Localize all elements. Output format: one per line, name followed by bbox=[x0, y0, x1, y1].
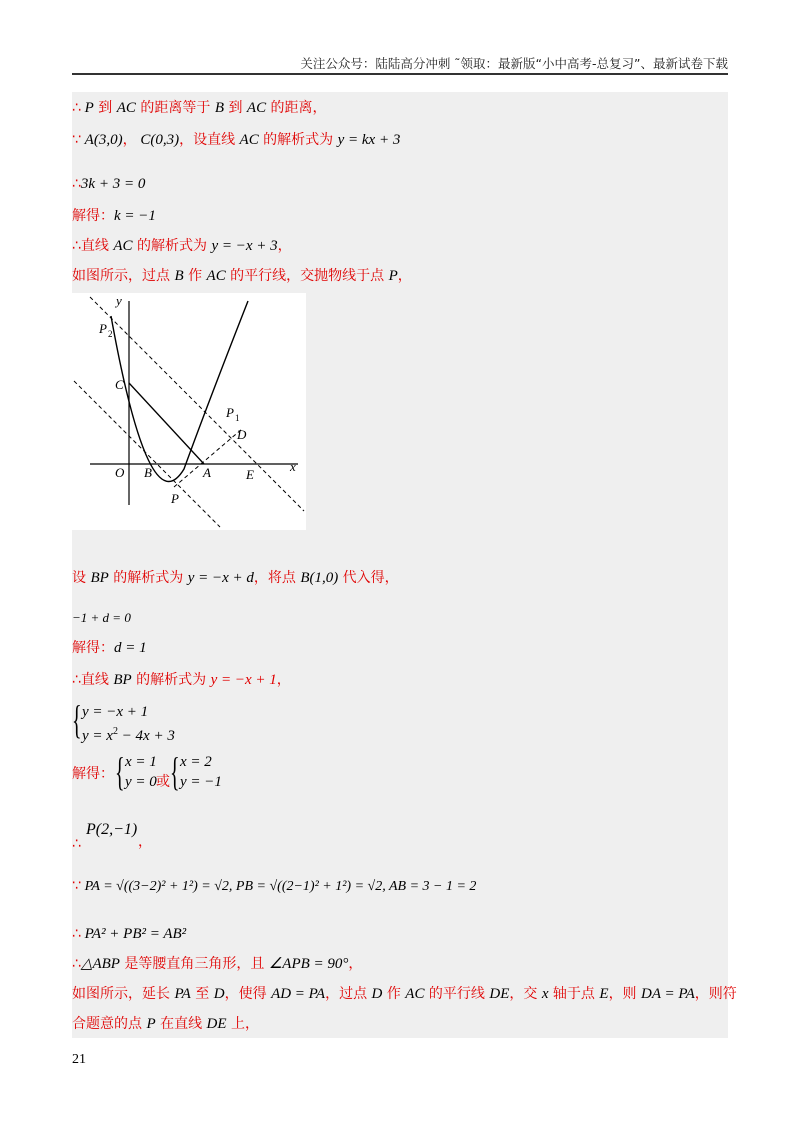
text: 代入得， bbox=[338, 570, 399, 586]
text: ∴直线 bbox=[72, 238, 114, 254]
text: 如图所示，过点 bbox=[72, 268, 175, 284]
math-var: PA bbox=[174, 986, 191, 1002]
text: ∴直线 bbox=[72, 672, 114, 688]
math-expr: y = −x + 3 bbox=[211, 238, 278, 254]
parabola-diagram bbox=[72, 293, 306, 530]
text: 解得： bbox=[72, 640, 114, 656]
text: 的解析式为 bbox=[108, 570, 188, 586]
line-10 bbox=[72, 670, 291, 690]
label-d: D bbox=[237, 427, 247, 442]
label-b: B bbox=[144, 465, 152, 480]
text: ， bbox=[277, 238, 292, 254]
line-ac bbox=[129, 383, 204, 464]
brace-icon: { bbox=[72, 697, 82, 742]
math-var: AC bbox=[246, 100, 267, 116]
text: ，则符 bbox=[694, 986, 737, 1002]
label-p1-sub: 1 bbox=[235, 413, 240, 423]
text: ，过点 bbox=[325, 986, 372, 1002]
solution-content bbox=[72, 92, 737, 1038]
line-3 bbox=[72, 174, 145, 194]
parabola-figure bbox=[72, 293, 306, 530]
page-header: 关注公众号：陆陆高分冲刺 ˜领取：最新版“小中高考-总复习”、最新试卷下载 bbox=[300, 56, 728, 71]
text: 在直线 bbox=[155, 1016, 207, 1032]
math-var: P bbox=[146, 1016, 156, 1032]
equation-2 bbox=[82, 722, 175, 746]
math-expr: y = −x + 1 bbox=[210, 672, 277, 688]
text: 的平行线 bbox=[424, 986, 490, 1002]
math-var: D bbox=[371, 986, 383, 1002]
label-x: x bbox=[290, 459, 296, 474]
equation-part: y = x bbox=[82, 728, 113, 744]
line-1 bbox=[72, 98, 327, 118]
line-17 bbox=[72, 984, 737, 1004]
text: 设 bbox=[72, 570, 91, 586]
because-symbol: ∵ bbox=[72, 132, 81, 148]
text: 的平行线，交抛物线于点 bbox=[225, 268, 389, 284]
line-2 bbox=[72, 130, 400, 150]
line-8 bbox=[72, 608, 131, 628]
text: ， bbox=[276, 672, 291, 688]
label-p2-sub: 2 bbox=[108, 329, 113, 339]
label-o: O bbox=[115, 465, 125, 480]
label-e: E bbox=[246, 467, 254, 482]
math-expr: DA = PA bbox=[641, 986, 695, 1002]
text: 作 bbox=[183, 268, 207, 284]
math-expr: −1 + d = 0 bbox=[72, 610, 131, 625]
math-var: D bbox=[213, 986, 225, 1002]
text: 的解析式为 bbox=[131, 672, 211, 688]
text: ， bbox=[122, 132, 137, 148]
text: 如图所示，延长 bbox=[72, 986, 175, 1002]
label-p: P bbox=[171, 491, 179, 506]
math-var: △ABP bbox=[80, 956, 120, 972]
math-var: DE bbox=[206, 1016, 227, 1032]
line-5 bbox=[72, 236, 292, 256]
line-12 bbox=[72, 749, 272, 794]
text: 是等腰直角三角形，且 bbox=[119, 956, 269, 972]
math-expr: y = kx + 3 bbox=[337, 132, 401, 148]
solution-y1: y = 0 bbox=[125, 774, 157, 790]
line-7 bbox=[72, 568, 399, 588]
text: ，交 bbox=[509, 986, 542, 1002]
brace-icon: { bbox=[170, 749, 180, 794]
math-point: C(0,3) bbox=[140, 132, 180, 148]
math-expr: PA² + PB² = AB² bbox=[84, 926, 187, 942]
solution-y2: y = −1 bbox=[180, 774, 222, 790]
math-var: BP bbox=[90, 570, 109, 586]
line-14 bbox=[72, 876, 476, 897]
math-expr: ∠APB = 90° bbox=[268, 956, 349, 972]
line-15 bbox=[72, 924, 186, 944]
math-var: DE bbox=[489, 986, 510, 1002]
equation-part: − 4x + 3 bbox=[117, 728, 175, 744]
text: ，将点 bbox=[253, 570, 301, 586]
label-a: A bbox=[203, 465, 211, 480]
math-var: AC bbox=[239, 132, 259, 148]
math-point: B(1,0) bbox=[300, 570, 339, 586]
text: 至 bbox=[190, 986, 214, 1002]
therefore-symbol: ∴ bbox=[72, 926, 81, 942]
label-y: y bbox=[116, 293, 122, 308]
math-expr: k = −1 bbox=[114, 208, 156, 224]
page-number: 21 bbox=[72, 1052, 86, 1067]
text: 轴于点 bbox=[548, 986, 600, 1002]
math-var: B bbox=[214, 100, 224, 116]
solution-x1: x = 1 bbox=[125, 754, 157, 770]
parabola-curve bbox=[111, 301, 248, 482]
equation: y = −x + 1 bbox=[82, 704, 149, 720]
line-4 bbox=[72, 206, 156, 226]
line-18 bbox=[72, 1014, 259, 1034]
text: ， bbox=[138, 834, 152, 850]
therefore-symbol: ∴ bbox=[72, 176, 81, 192]
solution-x2: x = 2 bbox=[180, 754, 212, 770]
math-point: A(3,0) bbox=[84, 132, 123, 148]
therefore-symbol: ∴ bbox=[72, 100, 81, 116]
brace-icon: { bbox=[115, 749, 125, 794]
text: 作 bbox=[382, 986, 406, 1002]
text: 的距离等于 bbox=[135, 100, 215, 116]
text: 的解析式为 bbox=[132, 238, 212, 254]
therefore-symbol: ∴ bbox=[72, 836, 81, 852]
therefore-symbol: ∴ bbox=[72, 956, 81, 972]
math-expr: d = 1 bbox=[114, 640, 147, 656]
text: 解得： bbox=[72, 766, 114, 782]
math-var: AC bbox=[113, 238, 133, 254]
line-16 bbox=[72, 954, 362, 974]
text: 的解析式为 bbox=[258, 132, 338, 148]
label-p2: P bbox=[99, 321, 107, 336]
math-var: B bbox=[174, 268, 184, 284]
text: ，设直线 bbox=[179, 132, 240, 148]
parabola-helper bbox=[130, 381, 203, 473]
math-var: x bbox=[541, 986, 549, 1002]
text: ，使得 bbox=[224, 986, 272, 1002]
text: 的距离， bbox=[266, 100, 327, 116]
math-expr: 3k + 3 = 0 bbox=[80, 176, 146, 192]
text: ， bbox=[348, 956, 363, 972]
math-var: AC bbox=[405, 986, 425, 1002]
math-expr: PA = √((3−2)² + 1²) = √2, PB = √((2−1)² + 1²) = √2, AB = 3 − 1 = 2 bbox=[84, 879, 477, 894]
text-or: 或 bbox=[156, 774, 170, 790]
text: 解得： bbox=[72, 208, 114, 224]
math-expr: y = −x + d bbox=[187, 570, 254, 586]
text: 上， bbox=[226, 1016, 259, 1032]
math-var: E bbox=[599, 986, 609, 1002]
text: 到 bbox=[93, 100, 117, 116]
text: ，则 bbox=[608, 986, 642, 1002]
label-p1: P bbox=[226, 405, 234, 420]
because-symbol: ∵ bbox=[72, 878, 81, 894]
math-var: AC bbox=[116, 100, 136, 116]
line-6 bbox=[72, 266, 412, 286]
text: 到 bbox=[224, 100, 247, 116]
exponent: 2 bbox=[112, 726, 118, 737]
math-var: P bbox=[84, 100, 94, 116]
line-9 bbox=[72, 638, 147, 658]
header-rule bbox=[72, 73, 728, 75]
text: ， bbox=[397, 268, 412, 284]
label-c: C bbox=[115, 377, 124, 392]
math-var: AC bbox=[206, 268, 226, 284]
math-point: P(2,−1) bbox=[86, 821, 138, 838]
text: 合题意的点 bbox=[72, 1016, 147, 1032]
math-var: BP bbox=[113, 672, 132, 688]
math-expr: AD = PA bbox=[271, 986, 326, 1002]
math-var: P bbox=[388, 268, 398, 284]
